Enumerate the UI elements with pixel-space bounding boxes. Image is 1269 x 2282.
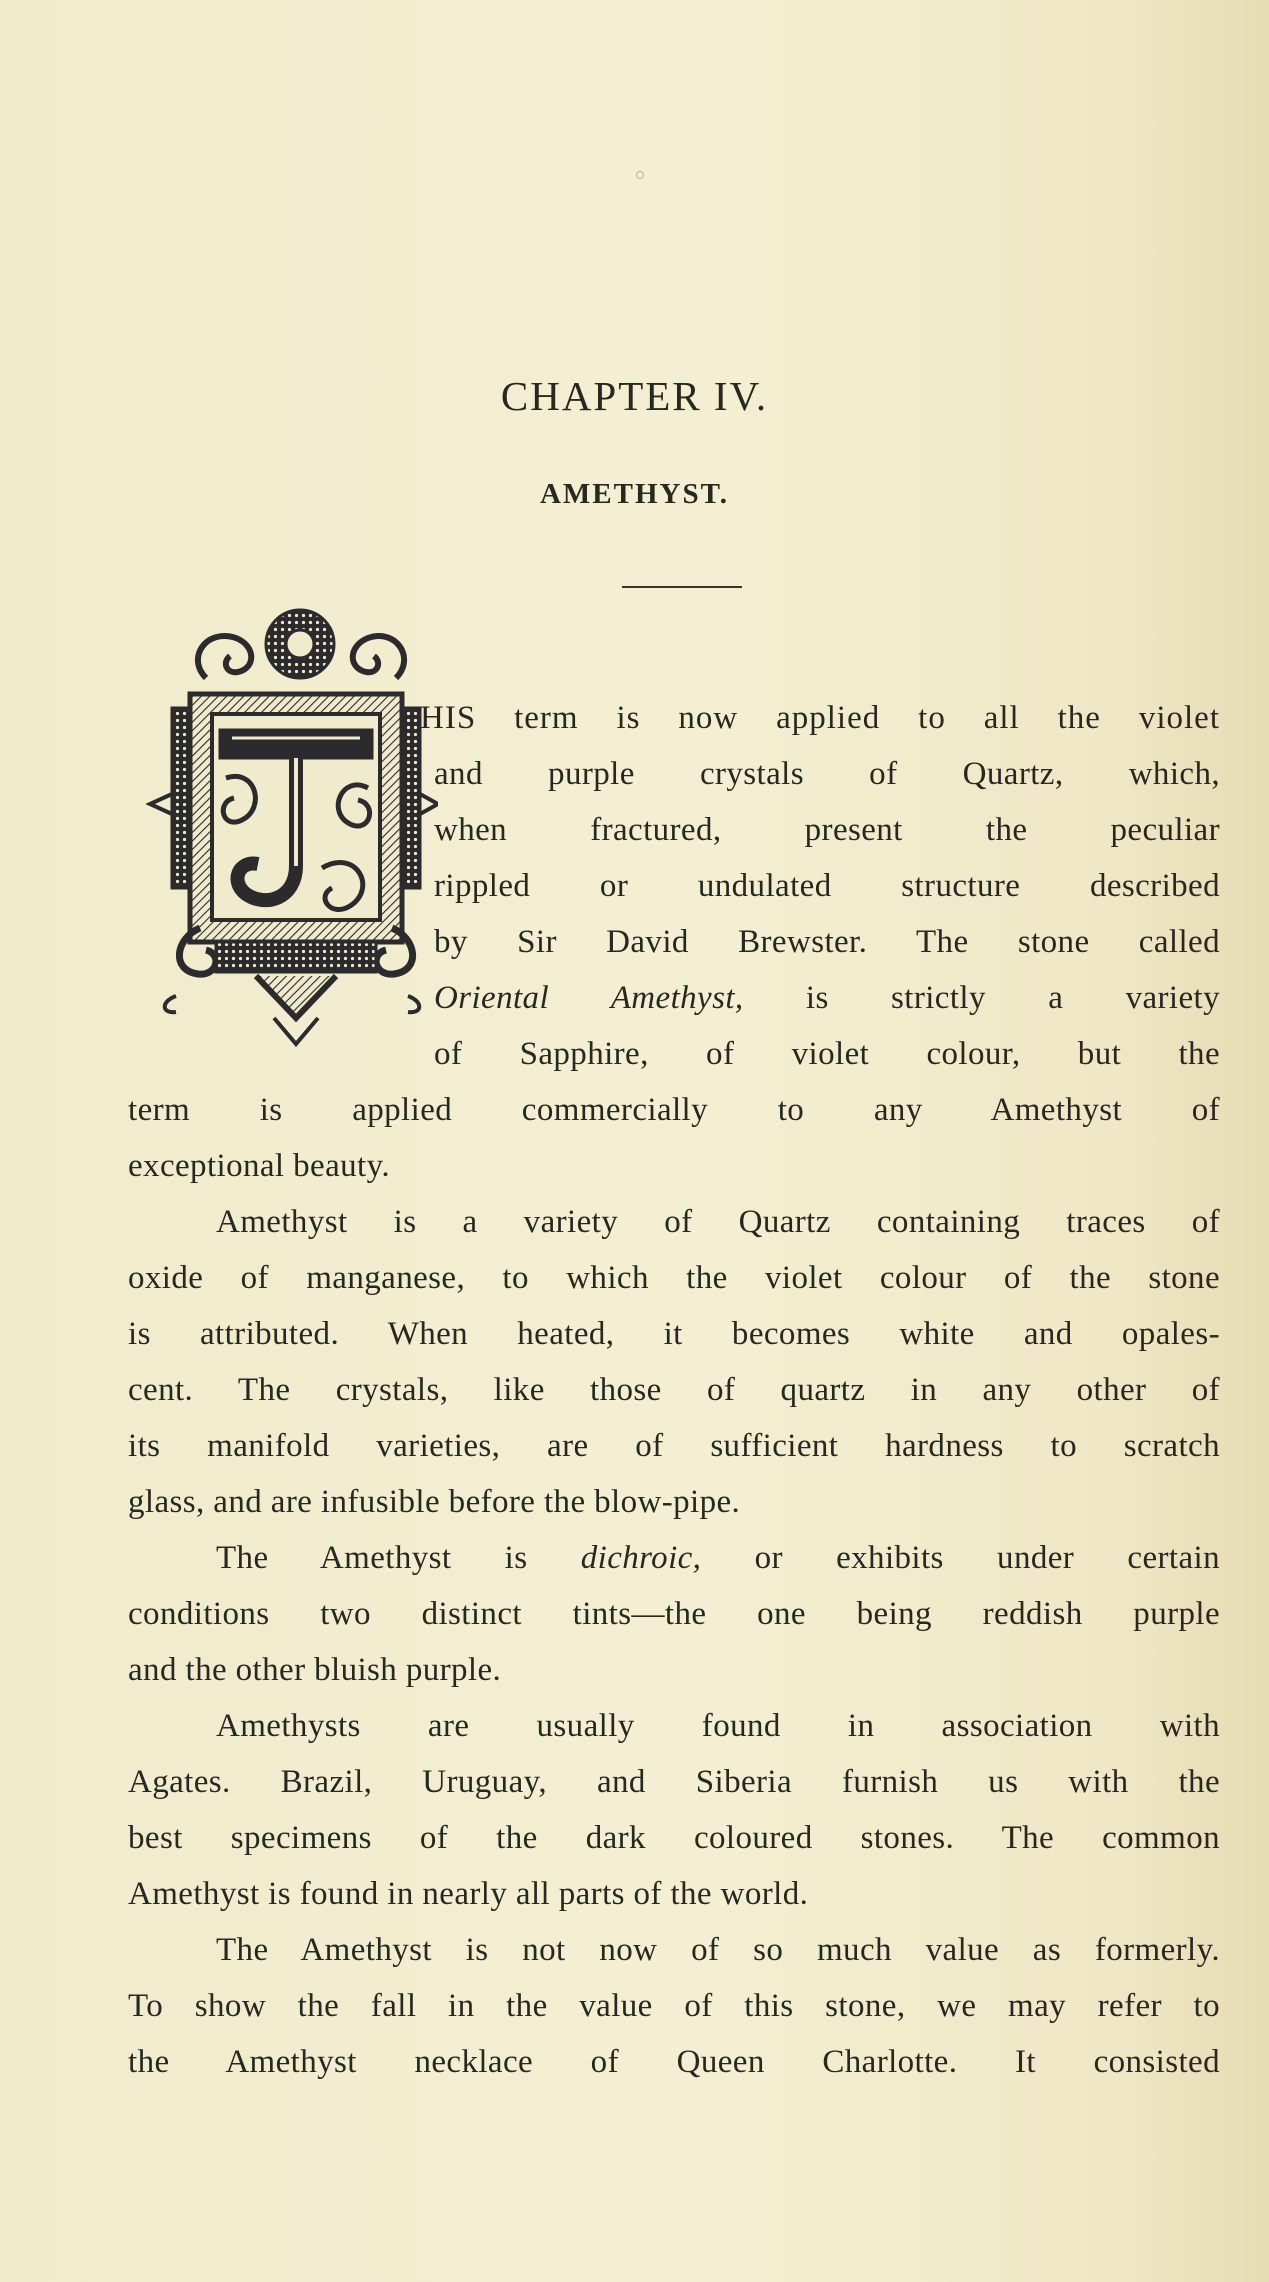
- text-line: Oriental Amethyst, is strictly a variety: [434, 980, 1220, 1016]
- text-line: To show the fall in the value of this stone, we may refer to: [128, 1988, 1220, 2024]
- text-line: Amethysts are usually found in association with: [216, 1708, 1220, 1744]
- text-line: and purple crystals of Quartz, which,: [434, 756, 1220, 792]
- text-line: exceptional beauty.: [128, 1148, 391, 1184]
- text-line: The Amethyst is not now of so much value as formerly.: [216, 1932, 1220, 1968]
- body-text: [128, 690, 1220, 2090]
- paper-speck: [636, 171, 644, 179]
- title-rule: [622, 586, 742, 588]
- text-line: Amethyst is a variety of Quartz containing traces of: [216, 1204, 1220, 1240]
- italic-term: Oriental Amethyst,: [434, 980, 744, 1016]
- chapter-title: CHAPTER IV.: [500, 373, 769, 419]
- text-line: its manifold varieties, are of sufficient hardness to scratch: [128, 1428, 1220, 1464]
- text-line: Agates. Brazil, Uruguay, and Siberia furnish us with the: [128, 1764, 1220, 1800]
- chapter-subtitle: AMETHYST.: [539, 478, 730, 510]
- text-line: Amethyst is found in nearly all parts of the world.: [128, 1876, 809, 1912]
- text-line: when fractured, present the peculiar: [434, 812, 1220, 848]
- text-line: term is applied commercially to any Amethyst of: [128, 1092, 1220, 1128]
- text-line: conditions two distinct tints—the one being reddish purple: [128, 1596, 1220, 1632]
- text-line: oxide of manganese, to which the violet colour of the stone: [128, 1260, 1220, 1296]
- text-line: by Sir David Brewster. The stone called: [434, 924, 1220, 960]
- text-line: The Amethyst is dichroic, or exhibits under certain: [216, 1540, 1220, 1576]
- text-line: best specimens of the dark coloured stones. The common: [128, 1820, 1220, 1856]
- text-line: is attributed. When heated, it becomes white and opales-: [128, 1316, 1220, 1352]
- text-line: rippled or undulated structure described: [434, 868, 1220, 904]
- italic-term: dichroic,: [580, 1540, 702, 1576]
- text-line: the Amethyst necklace of Queen Charlotte. It consisted: [128, 2044, 1220, 2080]
- text-line: HIS term is now applied to all the violet: [420, 700, 1220, 736]
- text-line: glass, and are infusible before the blow-pipe.: [128, 1484, 741, 1520]
- text-line: cent. The crystals, like those of quartz in any other of: [128, 1372, 1220, 1408]
- text-line: of Sapphire, of violet colour, but the: [434, 1036, 1220, 1072]
- text-line: and the other bluish purple.: [128, 1652, 502, 1688]
